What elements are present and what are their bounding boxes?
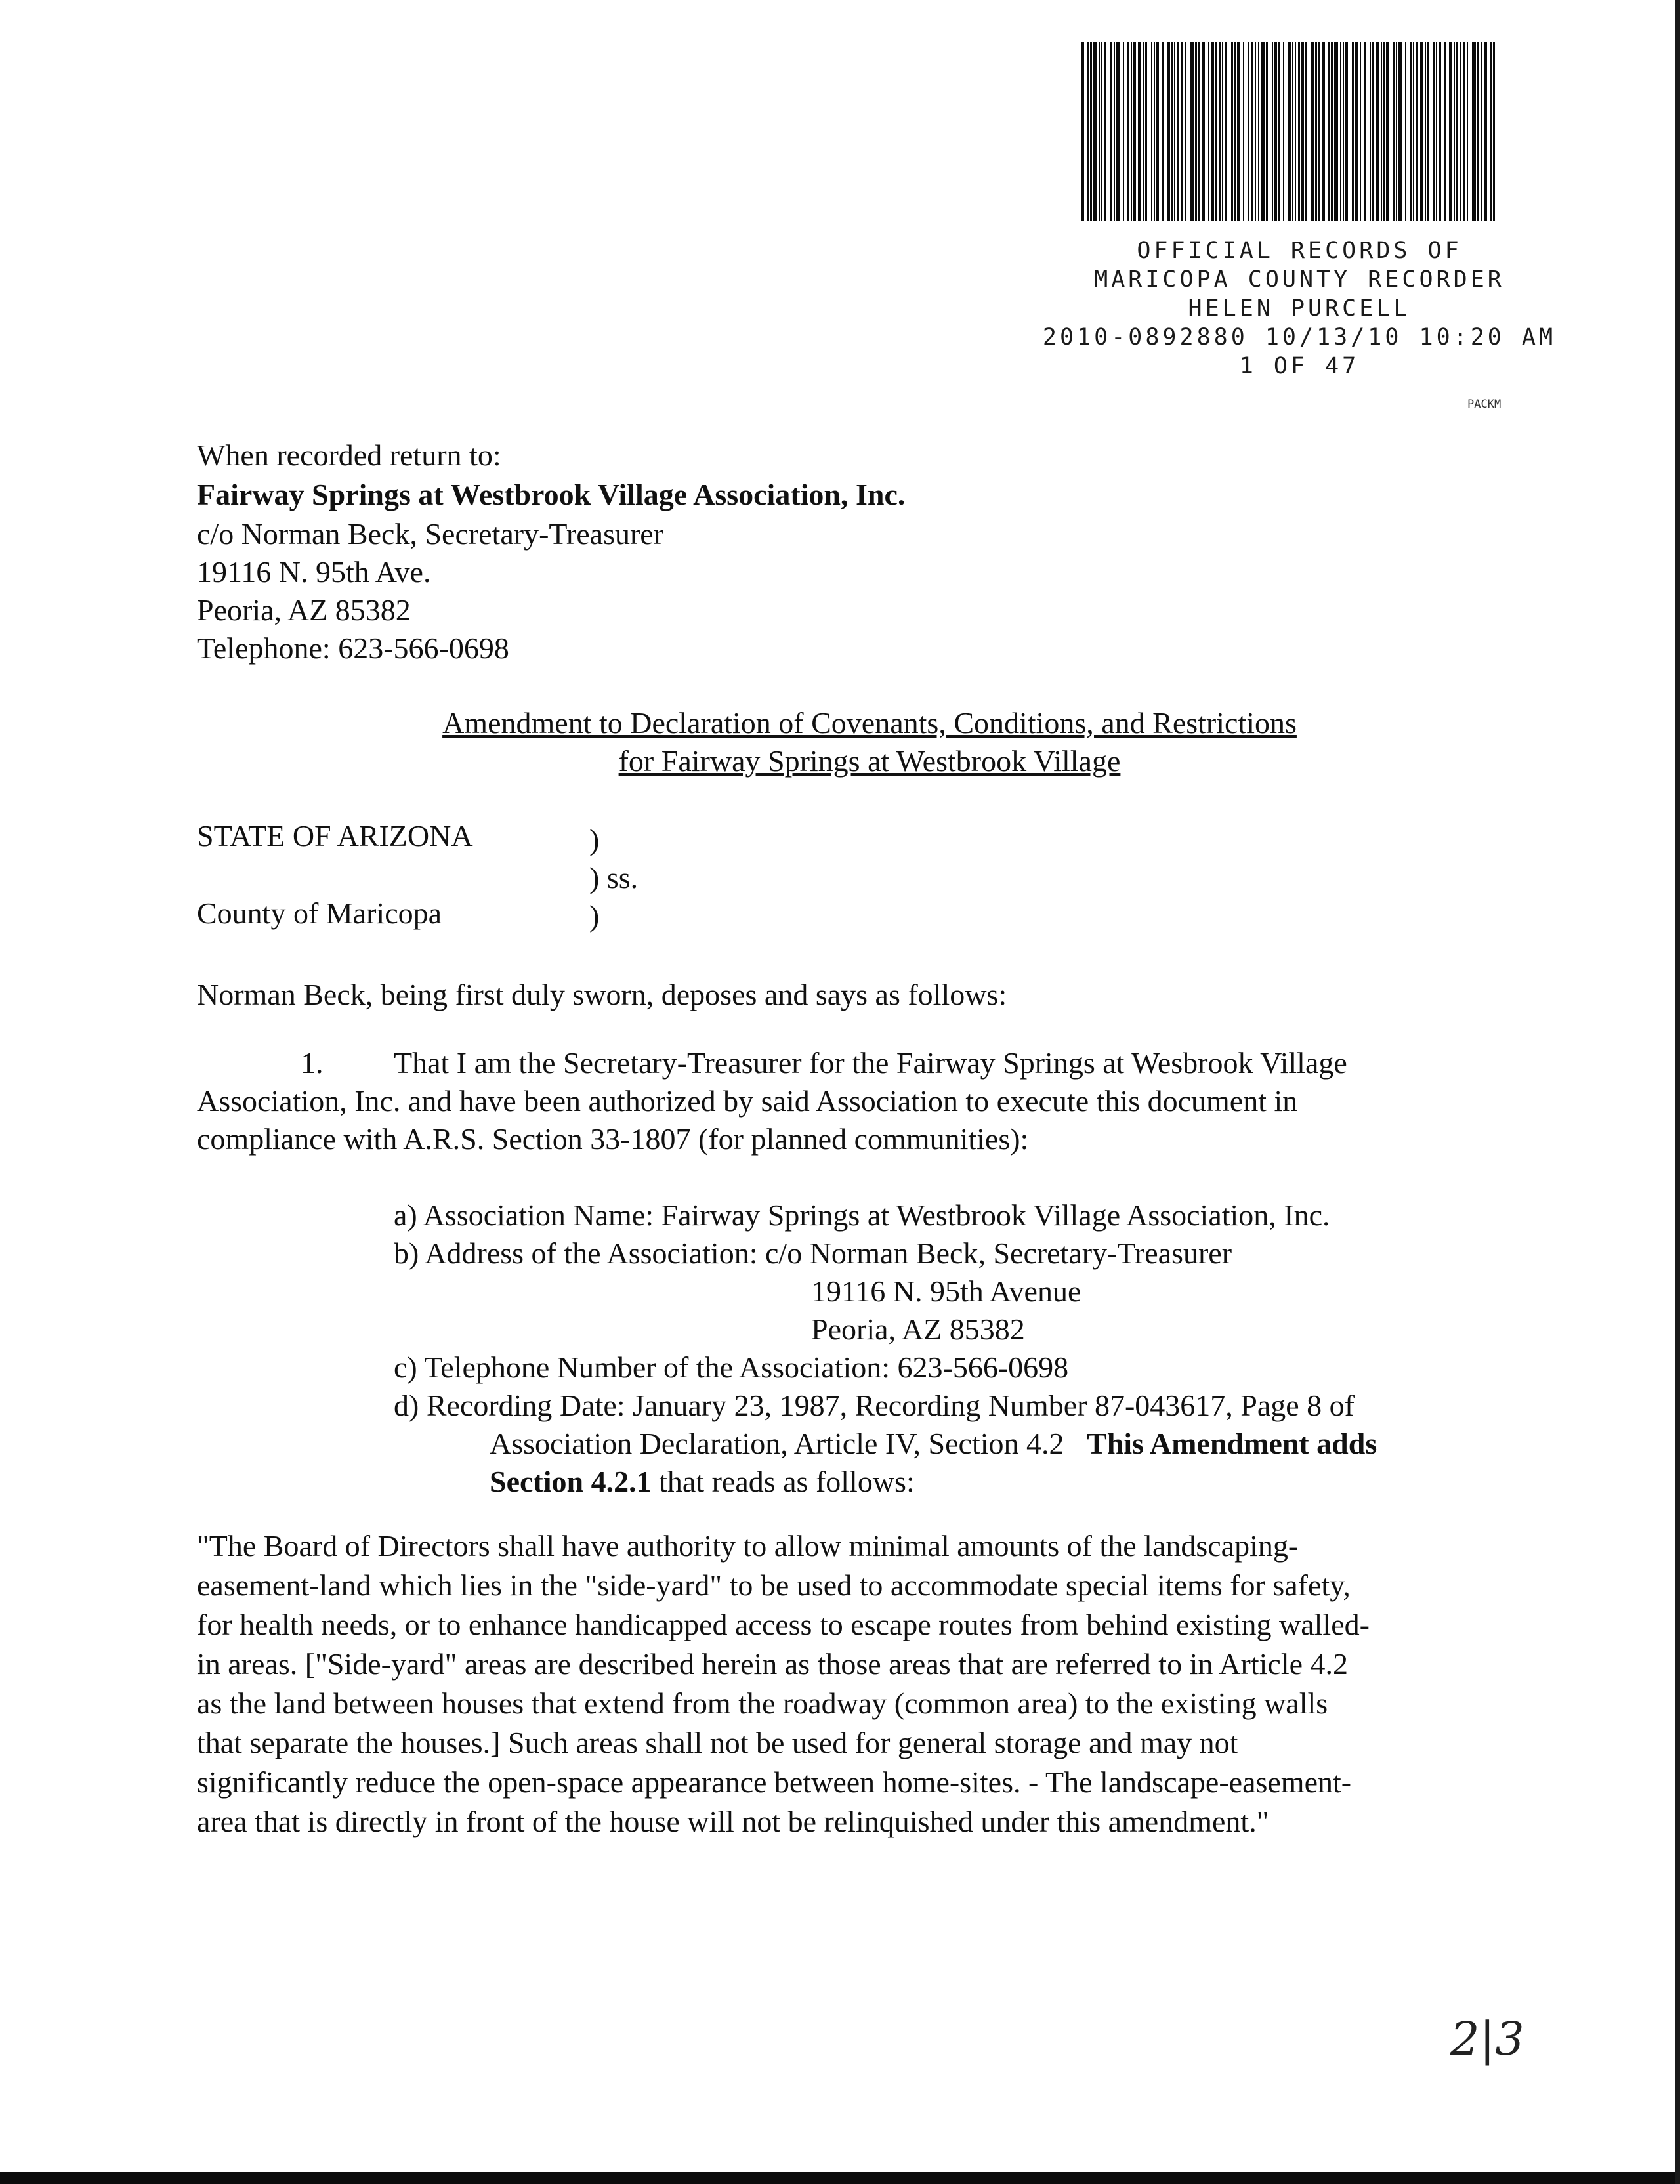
barcode-bar [1231,42,1233,220]
barcode-bar [1370,42,1371,220]
barcode-bar [1288,42,1291,220]
barcode-bar [1318,42,1320,220]
venue-state: STATE OF ARIZONA [197,819,473,852]
barcode-bar [1493,42,1495,220]
quote-line-4: in areas. ["Side-yard" areas are described herein as those areas that are referred to in Article 4.2 [197,1647,1349,1681]
barcode-bar [1234,42,1236,220]
barcode-bar [1381,42,1382,220]
barcode-bar [1114,42,1115,220]
barcode-bar [1355,42,1358,220]
item-d-section-number: Section 4.2.1 [490,1465,652,1498]
barcode-bar [1301,42,1304,220]
quote-line-1: "The Board of Directors shall have authority to allow minimal amounts of the landscaping- [197,1529,1299,1563]
barcode-bar [1110,42,1112,220]
barcode-bar [1454,42,1455,220]
barcode-bar [1082,42,1084,220]
handwritten-page-mark: 2|3 [1450,2012,1524,2066]
barcode-bar [1225,42,1227,220]
barcode-bar [1444,42,1446,220]
barcode-bar [1087,42,1089,220]
barcode-bar [1396,42,1397,220]
document-title-line-2: for Fairway Springs at Westbrook Village [618,744,1121,778]
barcode-bar [1328,42,1330,220]
barcode-bar [1202,42,1205,220]
barcode-bar [1272,42,1273,220]
quote-line-7: significantly reduce the open-space appearance between home-sites. - The landscape-easement- [197,1765,1352,1799]
barcode-bar [1104,42,1106,220]
barcode-bar [1131,42,1132,220]
barcode-bar [1278,42,1280,220]
return-to-street: 19116 N. 95th Ave. [197,555,431,589]
barcode-bar [1215,42,1217,220]
return-to-care-of: c/o Norman Beck, Secretary-Treasurer [197,517,664,551]
barcode-bar [1248,42,1250,220]
barcode-bar [1334,42,1338,220]
paragraph-1-line-3: compliance with A.R.S. Section 33-1807 (for planned communities): [197,1122,1029,1156]
barcode-bar [1167,42,1170,220]
barcode-bar [1243,42,1244,220]
barcode-bar [1101,42,1102,220]
barcode-bar [1398,42,1402,220]
barcode-bar [1198,42,1200,220]
item-d-amendment-adds: This Amendment adds [1087,1427,1377,1460]
barcode-bar [1174,42,1175,220]
venue-county: County of Maricopa [197,896,442,930]
barcode-bar [1343,42,1344,220]
barcode-bar [1490,42,1492,220]
barcode-bar [1472,42,1476,220]
barcode-bar [1460,42,1461,220]
barcode-bar [1208,42,1209,220]
recorder-line-3: HELEN PURCELL [1188,295,1411,322]
barcode-graphic [1082,42,1495,220]
barcode-bar [1190,42,1194,220]
item-a-association-name: a) Association Name: Fairway Springs at Westbrook Village Association, Inc. [394,1198,1330,1232]
barcode-bar [1145,42,1147,220]
barcode-bar [1305,42,1307,220]
barcode-bar [1383,42,1385,220]
paragraph-1-number: 1. [301,1046,324,1080]
barcode-bar [1416,42,1418,220]
barcode-bar [1331,42,1333,220]
affiant-statement: Norman Beck, being first duly sworn, deposes and says as follows: [197,978,1007,1011]
barcode-bar [1090,42,1092,220]
barcode-bar [1413,42,1414,220]
barcode-bar [1322,42,1325,220]
barcode-bar [1376,42,1379,220]
clerk-initials: PACKM [1467,398,1502,411]
barcode-bar [1480,42,1482,220]
quote-line-6: that separate the houses.] Such areas shall not be used for general storage and may not [197,1726,1238,1759]
barcode-bar [1274,42,1277,220]
item-b-city: Peoria, AZ 85382 [811,1312,1025,1346]
barcode-bar [1427,42,1429,220]
barcode-bar [1477,42,1479,220]
recorder-line-5: 1 OF 47 [1239,353,1360,379]
item-b-address: b) Address of the Association: c/o Norman Beck, Secretary-Treasurer [394,1236,1232,1270]
paragraph-1-line-2: Association, Inc. and have been authorized by said Association to execute this document in [197,1084,1298,1118]
venue-paren-3: ) [589,899,600,933]
barcode-bar [1177,42,1179,220]
scan-border-right [1675,0,1680,2184]
barcode-bar [1219,42,1221,220]
amendment-quote [197,1526,1509,1841]
barcode-bar [1099,42,1100,220]
return-to-organization: Fairway Springs at Westbrook Village Association, Inc. [197,478,906,511]
barcode [1082,42,1495,220]
item-d-recording-line-1: d) Recording Date: January 23, 1987, Recording Number 87-043617, Page 8 of [394,1389,1355,1422]
item-d-recording-line-2 [490,1424,1377,1463]
barcode-bar [1292,42,1293,220]
recorder-line-1: OFFICIAL RECORDS OF [1137,238,1462,264]
barcode-bar [1211,42,1214,220]
barcode-bar [1258,42,1259,220]
barcode-bar [1340,42,1341,220]
recorder-stamp [1024,236,1575,381]
return-to-city: Peoria, AZ 85382 [197,593,411,627]
barcode-bar [1456,42,1458,220]
recorder-line-2: MARICOPA COUNTY RECORDER [1094,266,1505,293]
barcode-bar [1283,42,1284,220]
barcode-bar [1467,42,1468,220]
barcode-bar [1433,42,1435,220]
barcode-bar [1162,42,1164,220]
barcode-bar [1393,42,1395,220]
barcode-bar [1420,42,1423,220]
barcode-bar [1360,42,1361,220]
paragraph-1-line-1: That I am the Secretary-Treasurer for the Fairway Springs at Wesbrook Village [394,1046,1347,1080]
recorder-line-4: 2010-0892880 10/13/10 10:20 AM [1042,324,1557,350]
barcode-bar [1143,42,1144,220]
barcode-bar [1181,42,1183,220]
quote-line-2: easement-land which lies in the "side-yard" to be used to accommodate special items for safety, [197,1568,1351,1602]
barcode-bar [1266,42,1268,220]
barcode-bar [1298,42,1300,220]
barcode-bar [1345,42,1348,220]
barcode-bar [1154,42,1155,220]
return-to-telephone: Telephone: 623-566-0698 [197,631,509,665]
item-d-recording-line-3 [490,1462,915,1502]
barcode-bar [1425,42,1426,220]
barcode-bar [1364,42,1366,220]
barcode-bar [1484,42,1487,220]
barcode-bar [1410,42,1412,220]
quote-line-8: area that is directly in front of the house will not be relinquished under this amendment." [197,1805,1269,1838]
barcode-bar [1185,42,1186,220]
barcode-bar [1449,42,1452,220]
quote-line-3: for health needs, or to enhance handicapped access to escape routes from behind existing walled- [197,1608,1370,1641]
barcode-bar [1116,42,1120,220]
barcode-bar [1151,42,1152,220]
venue-paren-ss: ) ss. [589,861,639,894]
barcode-bar [1405,42,1406,220]
barcode-bar [1138,42,1141,220]
barcode-bar [1195,42,1197,220]
barcode-bar [1251,42,1253,220]
barcode-bar [1386,42,1389,220]
barcode-bar [1311,42,1314,220]
barcode-bar [1352,42,1354,220]
barcode-bar [1237,42,1240,220]
barcode-bar [1295,42,1296,220]
barcode-bar [1093,42,1097,220]
scan-border-bottom [0,2172,1680,2184]
barcode-bar [1156,42,1159,220]
barcode-bar [1436,42,1437,220]
barcode-bar [1222,42,1223,220]
barcode-bar [1123,42,1124,220]
barcode-bar [1133,42,1136,220]
barcode-bar [1463,42,1465,220]
barcode-bar [1171,42,1173,220]
barcode-bar [1438,42,1441,220]
quote-line-5: as the land between houses that extend from the roadway (common area) to the existing walls [197,1687,1328,1720]
item-d-article-text: Association Declaration, Article IV, Section 4.2 [490,1427,1064,1460]
item-d-reads-as-follows: that reads as follows: [659,1465,915,1498]
barcode-bar [1315,42,1317,220]
document-title-line-1: Amendment to Declaration of Covenants, Conditions, and Restrictions [442,706,1297,740]
item-b-street: 19116 N. 95th Avenue [811,1274,1082,1308]
venue-paren-1: ) [589,823,600,856]
item-c-telephone: c) Telephone Number of the Association: 623-566-0698 [394,1351,1069,1384]
barcode-bar [1372,42,1374,220]
barcode-bar [1255,42,1256,220]
barcode-bar [1261,42,1265,220]
return-to-label: When recorded return to: [197,438,501,472]
barcode-bar [1127,42,1129,220]
